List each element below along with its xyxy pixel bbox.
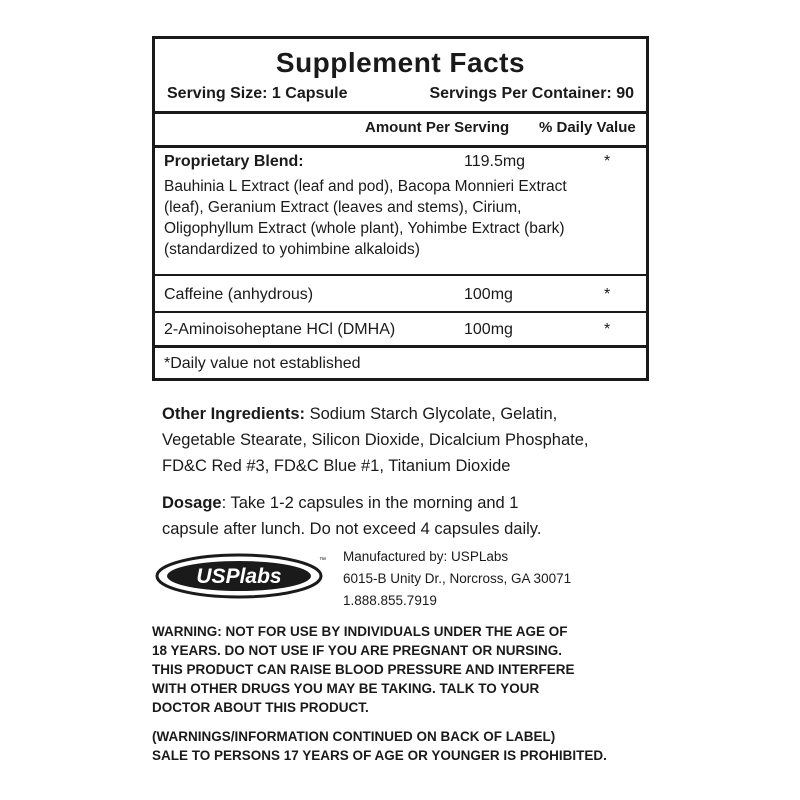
sale-restriction: SALE TO PERSONS 17 YEARS OF AGE OR YOUNGER IS PROHIBITED.: [152, 748, 607, 763]
nutrient-row-caffeine: [164, 286, 637, 304]
serving-size: Serving Size: 1 Capsule: [167, 85, 348, 102]
trademark: ™: [319, 557, 326, 564]
nutrient-dv: *: [604, 153, 611, 170]
dosage-line: capsule after lunch. Do not exceed 4 capsules daily.: [162, 520, 542, 538]
footnote: *Daily value not established: [164, 355, 361, 372]
divider: [155, 111, 646, 114]
nutrient-amount: 100mg: [464, 286, 513, 303]
dv-header: % Daily Value: [539, 119, 636, 136]
manufacturer-address: 6015-B Unity Dr., Norcross, GA 30071: [343, 571, 572, 586]
nutrient-dv: *: [604, 286, 611, 303]
warning-line: WITH OTHER DRUGS YOU MAY BE TAKING. TALK TO YOUR: [152, 681, 540, 696]
panel-title: Supplement Facts: [275, 47, 526, 78]
blend-line: (standardized to yohimbine alkaloids): [164, 241, 420, 258]
nutrient-amount: 119.5mg: [464, 153, 526, 170]
nutrient-name: Caffeine (anhydrous): [164, 286, 314, 303]
manufacturer-line: Manufactured by: USPLabs: [343, 549, 509, 564]
divider: [155, 274, 646, 276]
blend-line: (leaf), Geranium Extract (leaves and stems), Cirium,: [164, 199, 522, 216]
ingredients-line: Vegetable Stearate, Silicon Dioxide, Dicalcium Phosphate,: [162, 431, 589, 449]
nutrient-row-dmha: [164, 321, 637, 339]
nutrient-row-blend: [164, 153, 637, 171]
dosage-line: : Take 1-2 capsules in the morning and 1: [221, 494, 519, 512]
warning-block: [152, 622, 652, 717]
manufacturer-info: [343, 546, 571, 612]
nutrient-name: 2-Aminoisoheptane HCl (DMHA): [164, 321, 396, 338]
logo-text: USPlabs: [196, 565, 282, 588]
warning-line: THIS PRODUCT CAN RAISE BLOOD PRESSURE AND INTERFERE: [152, 662, 575, 677]
nutrient-dv: *: [604, 321, 611, 338]
warning-footer: [152, 727, 652, 765]
nutrient-name: Proprietary Blend:: [164, 153, 304, 170]
divider: [155, 145, 646, 148]
warning-line: DOCTOR ABOUT THIS PRODUCT.: [152, 700, 369, 715]
blend-description: [164, 176, 634, 260]
manufacturer-phone: 1.888.855.7919: [343, 593, 437, 608]
ingredients-line: FD&C Red #3, FD&C Blue #1, Titanium Dioxide: [162, 457, 511, 475]
nutrient-amount: 100mg: [464, 321, 513, 338]
supplement-facts-panel: [152, 36, 649, 381]
warning-continued: (WARNINGS/INFORMATION CONTINUED ON BACK OF LABEL): [152, 729, 556, 744]
blend-line: Bauhinia L Extract (leaf and pod), Bacopa Monnieri Extract: [164, 178, 567, 195]
usplabs-logo: [155, 552, 327, 600]
dosage-label: Dosage: [162, 494, 222, 512]
other-ingredients: [162, 401, 642, 479]
warning-line: 18 YEARS. DO NOT USE IF YOU ARE PREGNANT OR NURSING.: [152, 643, 563, 658]
amount-header: Amount Per Serving: [365, 119, 510, 136]
serving-info: [167, 85, 634, 103]
blend-line: Oligophyllum Extract (whole plant), Yohimbe Extract (bark): [164, 220, 565, 237]
divider: [155, 345, 646, 348]
dosage: [162, 490, 642, 542]
divider: [155, 311, 646, 313]
other-ingredients-label: Other Ingredients:: [162, 405, 306, 423]
warning-line: WARNING: NOT FOR USE BY INDIVIDUALS UNDER THE AGE OF: [152, 624, 568, 639]
servings-per-container: Servings Per Container: 90: [429, 85, 634, 102]
ingredients-line: Sodium Starch Glycolate, Gelatin,: [305, 405, 558, 423]
